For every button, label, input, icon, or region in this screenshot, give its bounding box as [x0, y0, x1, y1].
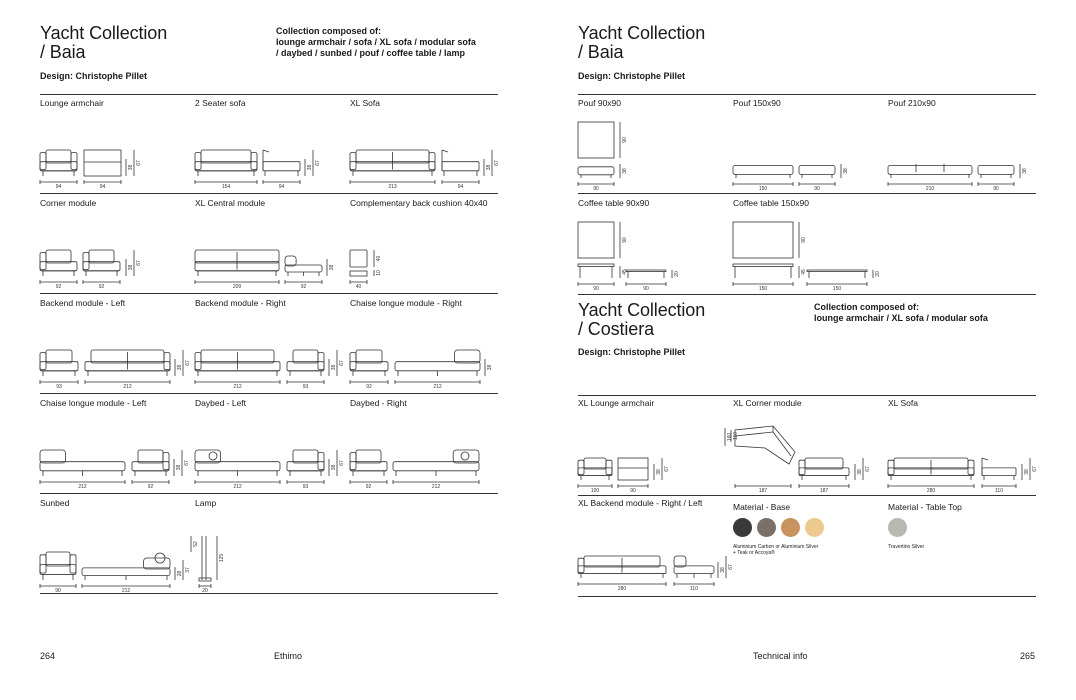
- item-label: XL Backend module - Right / Left: [578, 498, 703, 508]
- technical-drawing: [350, 112, 500, 194]
- svg-text:38: 38: [486, 164, 492, 171]
- svg-text:160: 160: [727, 432, 733, 442]
- svg-text:38: 38: [331, 464, 337, 471]
- svg-text:212: 212: [121, 588, 131, 594]
- right-page: [538, 0, 1076, 700]
- svg-text:90: 90: [593, 286, 599, 292]
- material-top-label: Material - Table Top: [888, 502, 962, 512]
- product-item: [578, 498, 734, 594]
- svg-text:38: 38: [1022, 168, 1028, 174]
- svg-text:150: 150: [758, 186, 768, 192]
- technical-drawing: [195, 212, 345, 294]
- svg-text:90: 90: [814, 186, 820, 192]
- svg-text:38: 38: [176, 464, 182, 471]
- technical-drawing: [195, 412, 345, 494]
- item-label: Lounge armchair: [40, 98, 104, 108]
- technical-drawing: [578, 512, 734, 594]
- svg-text:110: 110: [995, 488, 1003, 494]
- svg-text:90: 90: [622, 237, 628, 243]
- material-top-cell: [888, 502, 1038, 592]
- item-label: Daybed - Left: [195, 398, 247, 408]
- divider: [40, 193, 498, 194]
- designer-credit: Design: Christophe Pillet: [40, 71, 148, 81]
- collection-composition-costiera: Collection composed of: lounge armchair / XL sofa / modular sofa: [814, 302, 988, 323]
- svg-text:210: 210: [925, 186, 935, 192]
- product-item: [40, 498, 190, 594]
- product-item: [40, 298, 190, 394]
- material-swatch: [781, 518, 800, 537]
- collection-composition: Collection composed of: lounge armchair / sofa / XL sofa / modular sofa / daybed / sunbed / pouf / coffee table / lamp: [276, 26, 476, 58]
- svg-text:38: 38: [857, 469, 863, 475]
- svg-text:38: 38: [720, 567, 726, 573]
- item-label: XL Lounge armchair: [578, 398, 655, 408]
- item-label: Chaise longue module - Left: [40, 398, 147, 408]
- divider: [40, 493, 498, 494]
- technical-drawing: [40, 312, 190, 394]
- svg-text:90: 90: [630, 488, 636, 494]
- material-base-cell: [733, 502, 883, 592]
- divider: [578, 193, 1036, 194]
- brand-footer: Ethimo: [274, 651, 303, 661]
- svg-text:38: 38: [622, 168, 628, 174]
- svg-text:212: 212: [123, 384, 132, 390]
- product-item: [733, 198, 883, 294]
- technical-drawing: [733, 212, 883, 294]
- material-top-note: Travertino Silver: [888, 544, 925, 550]
- svg-text:110: 110: [690, 586, 698, 592]
- svg-text:90: 90: [622, 137, 628, 143]
- svg-text:92: 92: [55, 284, 62, 290]
- divider: [578, 94, 1036, 95]
- technical-drawing: [578, 212, 728, 294]
- technical-drawing: [733, 112, 883, 194]
- svg-text:93: 93: [56, 384, 62, 390]
- divider: [40, 94, 498, 95]
- svg-text:93: 93: [302, 484, 309, 490]
- item-label: Backend module - Left: [40, 298, 126, 308]
- svg-text:38: 38: [307, 164, 313, 171]
- item-label: Pouf 90x90: [578, 98, 622, 108]
- svg-text:100: 100: [590, 488, 600, 494]
- technical-drawing: [195, 312, 345, 394]
- product-item: [195, 198, 345, 294]
- svg-text:52: 52: [193, 541, 199, 547]
- svg-text:67: 67: [136, 260, 142, 266]
- svg-text:150: 150: [832, 286, 842, 292]
- svg-text:67: 67: [728, 564, 734, 570]
- divider: [40, 593, 498, 594]
- product-item: [733, 98, 883, 194]
- product-item: [578, 198, 728, 294]
- product-item: [350, 98, 500, 194]
- technical-drawing: [195, 512, 345, 594]
- technical-drawing: [578, 112, 728, 194]
- svg-text:38: 38: [656, 469, 662, 475]
- svg-text:38: 38: [128, 164, 134, 171]
- designer-credit-right: Design: Christophe Pillet: [578, 71, 686, 81]
- technical-drawing: [578, 412, 728, 494]
- item-label: Corner module: [40, 198, 97, 208]
- svg-text:110: 110: [733, 432, 739, 440]
- product-item: [727, 398, 883, 494]
- collection-title-baia-right: Yacht Collection / Baia: [578, 23, 706, 62]
- svg-text:280: 280: [617, 586, 627, 592]
- collection-title-costiera: Yacht Collection / Costiera: [578, 300, 706, 339]
- product-item: [195, 398, 345, 494]
- technical-drawing: [350, 312, 500, 394]
- material-swatch: [805, 518, 824, 537]
- product-item: [195, 298, 345, 394]
- svg-text:40: 40: [376, 255, 382, 262]
- svg-text:212: 212: [233, 384, 242, 390]
- svg-text:10: 10: [376, 270, 382, 276]
- svg-text:92: 92: [365, 484, 372, 490]
- svg-text:90: 90: [643, 286, 649, 292]
- svg-text:280: 280: [926, 488, 936, 494]
- technical-drawing: [350, 412, 500, 494]
- svg-text:187: 187: [758, 488, 768, 494]
- product-item: [195, 98, 345, 194]
- svg-text:40: 40: [355, 284, 362, 290]
- item-label: Sunbed: [40, 498, 70, 508]
- svg-text:92: 92: [300, 284, 307, 290]
- svg-text:150: 150: [758, 286, 768, 292]
- item-label: Coffee table 150x90: [733, 198, 809, 208]
- svg-text:67: 67: [1032, 466, 1038, 472]
- svg-text:37: 37: [185, 567, 191, 573]
- svg-text:92: 92: [98, 284, 105, 290]
- divider: [578, 596, 1036, 597]
- svg-text:45: 45: [622, 269, 628, 275]
- product-item: [40, 98, 190, 194]
- svg-text:90: 90: [55, 588, 61, 594]
- svg-text:92: 92: [147, 484, 154, 490]
- item-label: Lamp: [195, 498, 217, 508]
- svg-text:212: 212: [78, 484, 87, 490]
- svg-text:67: 67: [494, 160, 500, 166]
- technical-drawing: [727, 412, 883, 494]
- svg-text:93: 93: [302, 384, 309, 390]
- svg-text:38: 38: [177, 364, 183, 371]
- item-label: 2 Seater sofa: [195, 98, 246, 108]
- svg-text:94: 94: [99, 184, 106, 190]
- product-item: [350, 198, 500, 294]
- svg-text:20: 20: [674, 271, 680, 277]
- svg-text:213: 213: [388, 184, 397, 190]
- item-label: Complementary back cushion 40x40: [350, 198, 488, 208]
- svg-text:94: 94: [55, 184, 62, 190]
- svg-text:38: 38: [843, 168, 849, 174]
- svg-text:67: 67: [185, 360, 191, 366]
- material-swatch: [757, 518, 776, 537]
- product-item: [888, 398, 1038, 494]
- svg-text:209: 209: [232, 284, 242, 290]
- svg-text:67: 67: [339, 460, 345, 466]
- page-number: 264: [40, 651, 56, 661]
- svg-text:125: 125: [219, 553, 225, 563]
- svg-text:90: 90: [593, 186, 599, 192]
- svg-text:45: 45: [801, 269, 807, 275]
- technical-drawing: [40, 112, 190, 194]
- item-label: Coffee table 90x90: [578, 198, 650, 208]
- item-label: XL Sofa: [888, 398, 918, 408]
- technical-drawing: [40, 512, 190, 594]
- product-item: [350, 398, 500, 494]
- svg-text:90: 90: [993, 186, 999, 192]
- svg-text:38: 38: [329, 264, 335, 271]
- item-label: XL Central module: [195, 198, 266, 208]
- svg-text:28: 28: [177, 570, 183, 577]
- svg-text:20: 20: [875, 271, 881, 277]
- svg-text:38: 38: [1024, 469, 1030, 475]
- technical-drawing: [350, 212, 500, 294]
- product-item: [195, 498, 345, 594]
- technical-drawing: [888, 112, 1038, 194]
- svg-text:38: 38: [128, 264, 134, 271]
- section-footer: Technical info: [753, 651, 808, 661]
- svg-text:94: 94: [457, 184, 464, 190]
- section-divider: [578, 294, 1036, 295]
- svg-text:67: 67: [339, 360, 345, 366]
- product-item: [578, 398, 728, 494]
- item-label: Pouf 210x90: [888, 98, 936, 108]
- product-item: [350, 298, 500, 394]
- material-swatch: [888, 518, 907, 537]
- svg-text:212: 212: [233, 484, 242, 490]
- svg-text:212: 212: [431, 484, 441, 490]
- svg-text:67: 67: [664, 466, 670, 472]
- svg-text:67: 67: [865, 466, 871, 472]
- item-label: XL Corner module: [733, 398, 802, 408]
- svg-text:67: 67: [315, 160, 321, 166]
- material-base-note: Aluminium Carbon or Aluminium Silver + Teak or Accoya®: [733, 544, 819, 556]
- designer-credit-costiera: Design: Christophe Pillet: [578, 347, 686, 357]
- item-label: Pouf 150x90: [733, 98, 781, 108]
- product-item: [578, 98, 728, 194]
- technical-drawing: [195, 112, 345, 194]
- svg-text:154: 154: [221, 184, 231, 190]
- divider: [40, 393, 498, 394]
- svg-text:187: 187: [819, 488, 829, 494]
- product-item: [888, 98, 1038, 194]
- svg-text:94: 94: [278, 184, 285, 190]
- svg-text:38: 38: [331, 364, 337, 371]
- product-item: [40, 198, 190, 294]
- divider: [40, 293, 498, 294]
- svg-text:20: 20: [202, 588, 208, 594]
- svg-text:212: 212: [433, 384, 442, 390]
- divider: [578, 395, 1036, 396]
- svg-text:92: 92: [366, 384, 372, 390]
- divider: [578, 495, 1036, 496]
- item-label: Daybed - Right: [350, 398, 407, 408]
- page-number-right: 265: [1020, 651, 1036, 661]
- technical-drawing: [40, 212, 190, 294]
- svg-text:67: 67: [184, 460, 190, 466]
- material-swatch: [733, 518, 752, 537]
- collection-title-baia: Yacht Collection / Baia: [40, 23, 168, 62]
- technical-drawing: [40, 412, 190, 494]
- svg-text:67: 67: [136, 160, 142, 166]
- item-label: Chaise longue module - Right: [350, 298, 462, 308]
- item-label: XL Sofa: [350, 98, 380, 108]
- svg-text:38: 38: [487, 364, 493, 371]
- item-label: Backend module - Right: [195, 298, 286, 308]
- product-item: [40, 398, 190, 494]
- material-base-label: Material - Base: [733, 502, 791, 512]
- svg-text:90: 90: [801, 237, 807, 243]
- technical-drawing: [888, 412, 1038, 494]
